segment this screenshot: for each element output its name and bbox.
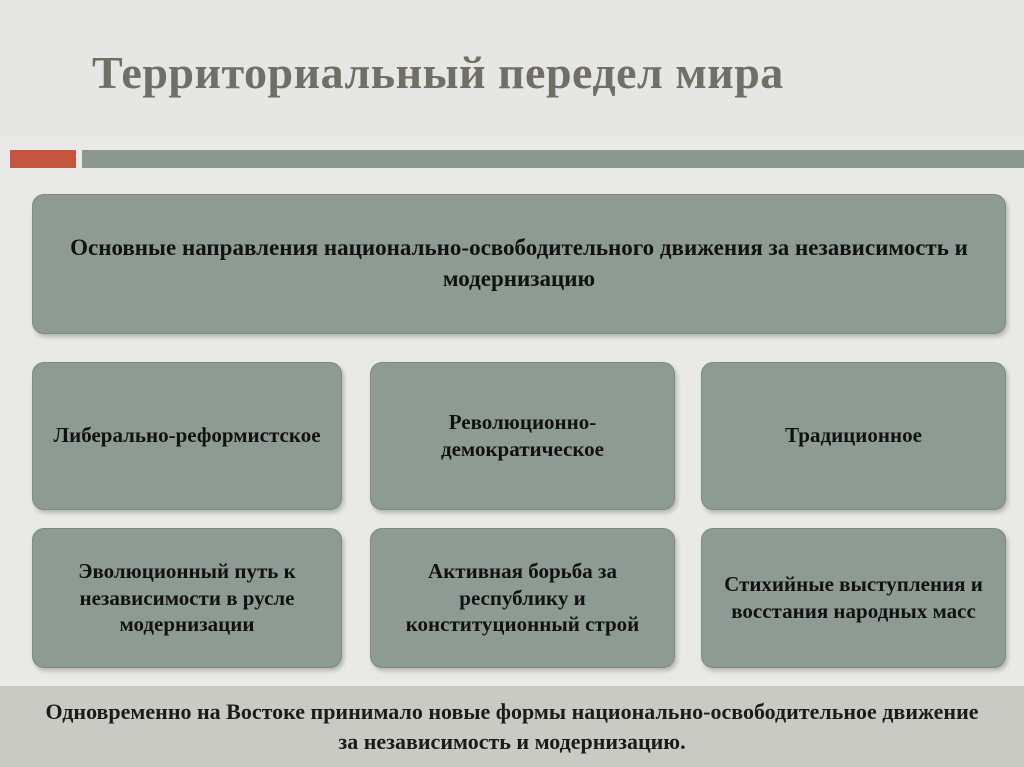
page-title: Территориальный передел мира [92, 47, 784, 98]
accent-rule-red [10, 150, 76, 168]
diagram-branch-title-1: Либерально-реформистское [32, 362, 342, 510]
diagram-root-node: Основные направления национально-освободительного движения за независимость и модернизацию [32, 194, 1006, 334]
diagram-branch-detail-2: Активная борьба за республику и конституционный строй [370, 528, 675, 668]
title-band [0, 0, 1024, 136]
diagram-branch-detail-3: Стихийные выступления и восстания народных масс [701, 528, 1006, 668]
footer-text: Одновременно на Востоке принимало новые формы национально-освободительное движение за независимость и модернизацию. [45, 698, 979, 754]
diagram-branch-detail-1: Эволюционный путь к независимости в русле модернизации [32, 528, 342, 668]
accent-rule [0, 150, 1024, 168]
diagram [0, 176, 1024, 686]
diagram-branch-title-3: Традиционное [701, 362, 1006, 510]
accent-rule-gray [82, 150, 1024, 168]
diagram-branch-title-2: Революционно-демократическое [370, 362, 675, 510]
footer-banner [0, 686, 1024, 767]
